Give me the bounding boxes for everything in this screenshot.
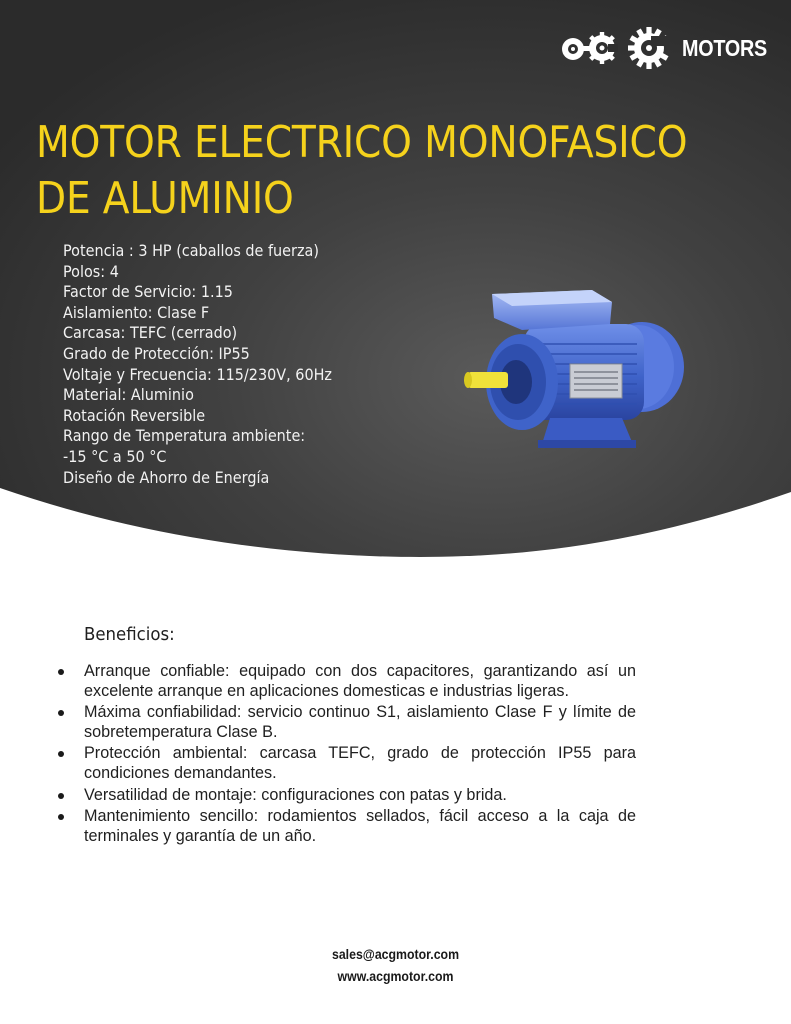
benefit-text: Mantenimiento sencillo: rodamientos sellados, fácil acceso a la caja de terminales y garantía de un año.	[84, 807, 636, 845]
benefit-text: Arranque confiable: equipado con dos capacitores, garantizando así un excelente arranque en aplicaciones domesticas e industrias ligeras.	[84, 662, 636, 700]
brand-logo	[560, 24, 781, 72]
spec-item: Polos: 4	[63, 261, 119, 281]
benefit-item	[56, 662, 636, 701]
benefit-item	[56, 786, 636, 806]
website-link[interactable]: www.acgmotor.com	[337, 968, 454, 984]
spec-item: Material: Aluminio	[63, 385, 194, 405]
brand-name: MOTORS	[682, 34, 767, 61]
email-link[interactable]: sales@acgmotor.com	[331, 946, 460, 962]
spec-item: Factor de Servicio: 1.15	[63, 282, 233, 302]
bullet-icon	[58, 669, 64, 675]
spec-item: Grado de Protección: IP55	[63, 343, 250, 363]
benefit-text: Protección ambiental: carcasa TEFC, grado de protección IP55 para condiciones demandantes.	[84, 744, 636, 782]
g-gear-logo-icon	[628, 27, 670, 69]
benefit-text: Versatilidad de montaje: configuraciones con patas y brida.	[84, 785, 507, 804]
benefit-item	[56, 703, 636, 742]
benefit-item	[56, 744, 636, 783]
bullet-icon	[58, 793, 64, 799]
benefit-item	[56, 807, 636, 846]
page-title	[36, 115, 695, 227]
spec-item: Rotación Reversible	[63, 405, 206, 425]
contact-info	[0, 946, 791, 984]
spec-item: Carcasa: TEFC (cerrado)	[63, 323, 238, 343]
ac-gear-logo-icon	[560, 32, 618, 64]
spec-item: Diseño de Ahorro de Energía	[63, 467, 270, 487]
spec-item: Voltaje y Frecuencia: 115/230V, 60Hz	[63, 364, 332, 384]
bullet-icon	[58, 814, 64, 820]
spec-list	[63, 241, 332, 488]
spec-item: Potencia : 3 HP (caballos de fuerza)	[63, 241, 319, 260]
spec-item: Rango de Temperatura ambiente:	[63, 426, 306, 446]
title-line-1: MOTOR ELECTRICO MONOFASICO	[36, 117, 688, 168]
bullet-icon	[58, 751, 64, 757]
benefits-list	[56, 662, 636, 848]
title-line-2: DE ALUMINIO	[36, 173, 294, 224]
bullet-icon	[58, 710, 64, 716]
spec-item: Aislamiento: Clase F	[63, 302, 210, 322]
spec-item: -15 °C a 50 °C	[63, 446, 167, 466]
benefits-heading: Beneficios:	[84, 624, 175, 645]
benefit-text: Máxima confiabilidad: servicio continuo S1, aislamiento Clase F y límite de sobretemperatura Clase B.	[84, 703, 636, 741]
electric-motor-image	[462, 282, 692, 462]
